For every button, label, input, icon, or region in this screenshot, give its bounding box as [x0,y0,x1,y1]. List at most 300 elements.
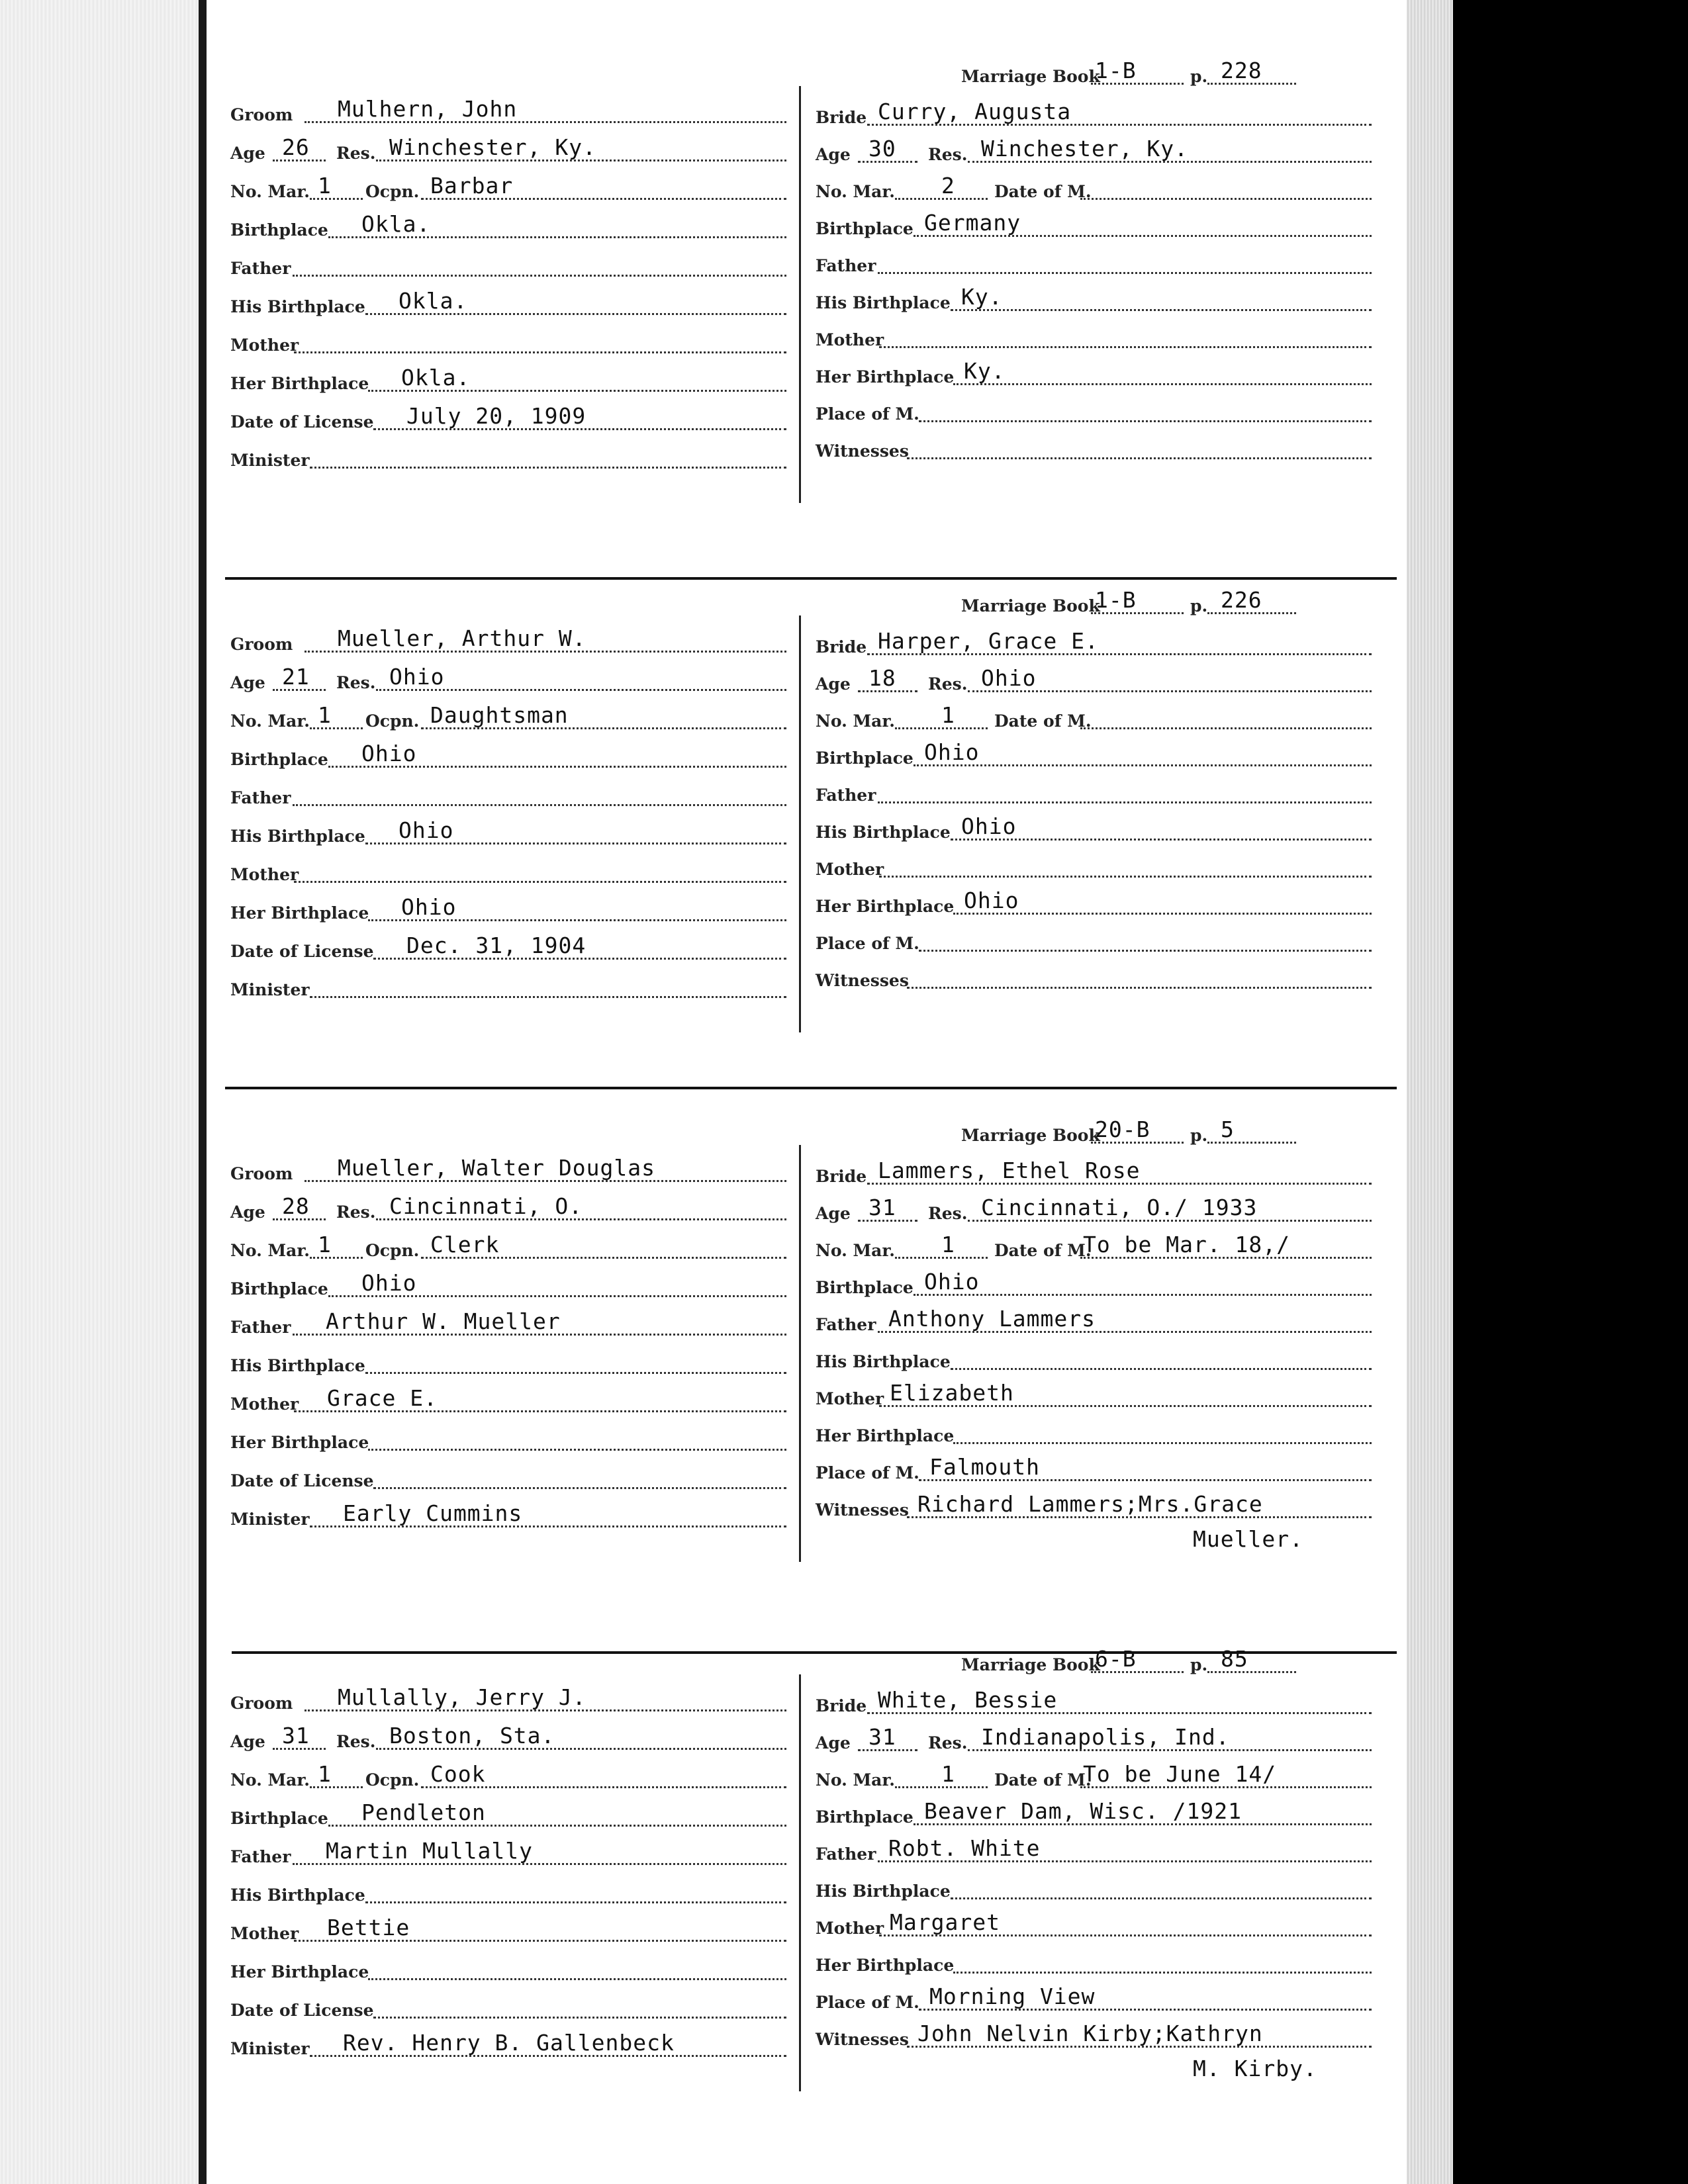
field-label-bride: Bride [816,1167,867,1186]
groom-father-value: Martin Mullally [326,1838,534,1864]
bride-row-birthplace [816,1794,1385,1831]
field-label-place-of-m: Place of M. [816,934,919,953]
dotted-line [1080,198,1372,200]
bride-father-value: Anthony Lammers [888,1306,1096,1332]
groom-no-mar-value: 1 [318,1761,332,1787]
field-label-her-birthplace: Her Birthplace [816,367,955,387]
field-label-mother: Mother [816,1919,884,1938]
field-label-birthplace: Birthplace [230,220,328,240]
groom-ocpn-value: Daughtsman [430,702,569,728]
groom-row-groom [230,91,813,128]
bride-row-age [816,660,1385,698]
field-label-his-birthplace: His Birthplace [816,1352,951,1371]
field-label-no-mar: No. Mar. [230,1241,310,1260]
field-label-no-mar: No. Mar. [816,182,895,201]
bride-no-mar-value: 1 [941,1232,955,1257]
bride-row-place-of-m [816,1449,1385,1486]
field-label-age: Age [816,145,851,164]
dotted-line [365,1901,786,1903]
field-label-mother: Mother [816,860,884,879]
bride-name-value: Lammers, Ethel Rose [878,1158,1141,1183]
groom-row-father [230,1833,813,1870]
bride-res-value: Cincinnati, O./ 1933 [981,1195,1258,1220]
field-label-age: Age [816,674,851,694]
bride-row-no-mar [816,698,1385,735]
dotted-line [294,881,786,883]
field-label-his-birthplace: His Birthplace [230,297,365,316]
bride-row-place-of-m [816,1979,1385,2016]
dotted-line [914,1294,1372,1296]
field-label-ocpn: Ocpn. [365,1770,420,1790]
field-label-minister: Minister [230,2039,310,2058]
field-label-father: Father [230,1847,291,1866]
field-label-mother: Mother [230,865,299,884]
bride-her-birthplace-value: Ohio [964,887,1019,913]
groom-no-mar-value: 1 [318,702,332,728]
groom-birthplace-value: Okla. [361,211,431,237]
bride-row-father [816,772,1385,809]
dotted-line [879,876,1372,878]
dotted-line [293,275,786,277]
groom-row-birthplace [230,1795,813,1832]
field-label-bride: Bride [816,108,867,127]
field-label-ocpn: Ocpn. [365,1241,420,1260]
field-label-father: Father [230,259,291,278]
dotted-line [878,801,1372,803]
bride-birthplace-value: Beaver Dam, Wisc. /1921 [924,1798,1242,1824]
groom-row-age [230,659,813,696]
marriage-book-row [961,582,1332,619]
page-label: p. [1190,596,1208,615]
bride-row-no-mar [816,168,1385,205]
field-label-birthplace: Birthplace [816,1807,914,1827]
dotted-line [368,1978,786,1980]
groom-row-minister [230,1496,813,1533]
field-label-witnesses: Witnesses [816,441,909,461]
page-label: p. [1190,1655,1208,1674]
marriage-book-label: Marriage Book [961,1655,1100,1674]
marriage-record-card [207,1112,1407,1635]
groom-row-mother [230,1381,813,1418]
groom-row-birthplace [230,206,813,244]
groom-row-minister [230,2025,813,2062]
field-label-date-of-license: Date of License [230,412,374,432]
dotted-line [953,383,1372,385]
groom-row-his-birthplace [230,283,813,320]
marriage-book-number: 6-B [1095,1646,1137,1672]
groom-row-age [230,1189,813,1226]
dotted-line [953,1442,1372,1444]
bride-father-value: Robt. White [888,1835,1041,1861]
groom-res-value: Cincinnati, O. [389,1193,583,1219]
field-label-her-birthplace: Her Birthplace [816,1956,955,1975]
dotted-line [951,1897,1372,1899]
bride-row-father [816,1831,1385,1868]
groom-row-father [230,774,813,811]
field-label-ocpn: Ocpn. [365,182,420,201]
marriage-book-row [961,53,1332,90]
groom-res-value: Boston, Sta. [389,1723,555,1749]
groom-row-age [230,1718,813,1755]
bride-row-age [816,1190,1385,1227]
bride-row-mother [816,1375,1385,1412]
bride-mother-value: Elizabeth [890,1380,1014,1406]
field-label-bride: Bride [816,1696,867,1715]
bride-row-her-birthplace [816,1942,1385,1979]
groom-row-date-of-license [230,928,813,965]
field-label-her-birthplace: Her Birthplace [230,1433,369,1452]
bride-date-of-m-value: To be June 14/ [1083,1761,1277,1787]
field-label-birthplace: Birthplace [230,1809,328,1828]
field-label-res: Res. [336,673,376,692]
bride-name-value: Curry, Augusta [878,99,1072,124]
field-label-mother: Mother [230,1394,299,1414]
groom-date-of-license-value: July 20, 1909 [406,403,586,429]
bride-no-mar-value: 1 [941,1761,955,1787]
groom-age-value: 21 [282,664,310,690]
groom-ocpn-value: Clerk [430,1232,500,1257]
field-label-groom: Groom [230,635,293,654]
bride-row-her-birthplace [816,1412,1385,1449]
bride-age-value: 30 [868,136,896,161]
groom-her-birthplace-value: Ohio [401,894,457,920]
bride-res-value: Indianapolis, Ind. [981,1724,1230,1750]
groom-mother-value: Bettie [327,1915,410,1940]
bride-row-her-birthplace [816,353,1385,390]
groom-ocpn-value: Cook [430,1761,486,1787]
bride-no-mar-value: 1 [941,702,955,728]
groom-row-father [230,245,813,282]
field-label-ocpn: Ocpn. [365,711,420,731]
field-label-no-mar: No. Mar. [816,1241,895,1260]
field-label-his-birthplace: His Birthplace [816,1882,951,1901]
groom-row-birthplace [230,1265,813,1302]
field-label-res: Res. [928,145,968,164]
field-label-date-of-m: Date of M. [994,182,1092,201]
dotted-line [310,996,786,998]
field-label-mother: Mother [230,1924,299,1943]
bride-row-no-mar [816,1756,1385,1794]
bride-age-value: 31 [868,1195,896,1220]
dotted-line [878,272,1372,274]
field-label-date-of-m: Date of M. [994,711,1092,731]
dotted-line [368,1449,786,1451]
field-label-minister: Minister [230,980,310,999]
field-label-father: Father [816,1315,876,1334]
bride-birthplace-value: Ohio [924,739,980,765]
scanner-right-edge [1453,0,1688,2184]
marriage-book-row [961,1112,1332,1149]
groom-name-value: Mueller, Walter Douglas [338,1155,655,1181]
field-label-birthplace: Birthplace [230,1279,328,1298]
dotted-line [1080,727,1372,729]
dotted-line [373,1487,786,1489]
bride-row-her-birthplace [816,883,1385,920]
field-label-father: Father [230,788,291,807]
bride-row-age [816,1719,1385,1756]
bride-row-his-birthplace [816,279,1385,316]
field-label-her-birthplace: Her Birthplace [230,374,369,393]
bride-row-bride [816,1682,1385,1719]
groom-row-birthplace [230,736,813,773]
dotted-line [951,1368,1372,1370]
bride-row-his-birthplace [816,809,1385,846]
marriage-book-page: 226 [1221,587,1262,613]
groom-row-minister [230,966,813,1003]
field-label-res: Res. [336,1732,376,1751]
field-label-bride: Bride [816,637,867,657]
groom-res-value: Ohio [389,664,445,690]
dotted-line [294,351,786,353]
bride-row-his-birthplace [816,1868,1385,1905]
marriage-book-row [961,1641,1332,1678]
field-label-mother: Mother [230,336,299,355]
groom-age-value: 28 [282,1193,310,1219]
bride-row-bride [816,623,1385,660]
bride-witnesses-continued: M. Kirby. [1193,2056,1317,2081]
field-label-his-birthplace: His Birthplace [816,293,951,312]
field-label-date-of-license: Date of License [230,942,374,961]
bride-row-witnesses [816,957,1385,994]
marriage-record-card [207,53,1407,576]
groom-name-value: Mulhern, John [338,96,518,122]
groom-row-his-birthplace [230,1872,813,1909]
groom-row-groom [230,1150,813,1187]
groom-birthplace-value: Pendleton [361,1799,486,1825]
dotted-line [293,804,786,806]
dotted-line [953,1972,1372,1974]
field-label-place-of-m: Place of M. [816,1463,919,1482]
field-label-witnesses: Witnesses [816,2030,909,2049]
bride-row-mother [816,846,1385,883]
field-label-birthplace: Birthplace [816,219,914,238]
groom-row-minister [230,437,813,474]
field-label-age: Age [230,144,265,163]
field-label-birthplace: Birthplace [230,750,328,769]
groom-row-mother [230,1910,813,1947]
bride-row-bride [816,94,1385,131]
field-label-minister: Minister [230,1510,310,1529]
bride-res-value: Ohio [981,665,1037,691]
field-label-mother: Mother [816,1389,884,1408]
bride-birthplace-value: Ohio [924,1269,980,1295]
dotted-line [365,1372,786,1374]
marriage-record-card [207,1641,1407,2164]
groom-row-her-birthplace [230,1419,813,1456]
groom-row-his-birthplace [230,1342,813,1379]
groom-age-value: 31 [282,1723,310,1749]
bride-row-birthplace [816,735,1385,772]
bride-row-witnesses [816,2016,1385,2053]
groom-row-date-of-license [230,398,813,435]
bride-place-of-m-value: Morning View [929,1983,1096,2009]
dotted-line [907,457,1372,459]
bride-row-place-of-m [816,390,1385,428]
groom-row-her-birthplace [230,360,813,397]
bride-place-of-m-value: Falmouth [929,1454,1040,1480]
field-label-date-of-license: Date of License [230,1471,374,1490]
groom-name-value: Mueller, Arthur W. [338,625,586,651]
groom-her-birthplace-value: Okla. [401,365,471,390]
dotted-line [907,987,1372,989]
bride-his-birthplace-value: Ky. [961,284,1003,310]
marriage-book-label: Marriage Book [961,596,1100,615]
field-label-age: Age [230,673,265,692]
bride-row-bride [816,1153,1385,1190]
field-label-his-birthplace: His Birthplace [230,1356,365,1375]
groom-no-mar-value: 1 [318,173,332,199]
dotted-line [919,950,1372,952]
groom-row-groom [230,621,813,658]
field-label-mother: Mother [816,330,884,349]
groom-minister-value: Rev. Henry B. Gallenbeck [343,2030,675,2056]
bride-row-father [816,1301,1385,1338]
field-label-father: Father [816,786,876,805]
dotted-line [951,309,1372,311]
groom-row-mother [230,851,813,888]
field-label-no-mar: No. Mar. [816,1770,895,1790]
groom-no-mar-value: 1 [318,1232,332,1257]
field-label-date-of-m: Date of M. [994,1770,1092,1790]
bride-row-mother [816,316,1385,353]
page-label: p. [1190,1126,1208,1145]
field-label-res: Res. [928,674,968,694]
scanner-right-margin [1407,0,1453,2184]
groom-birthplace-value: Ohio [361,741,417,766]
field-label-age: Age [816,1204,851,1223]
bride-res-value: Winchester, Ky. [981,136,1189,161]
groom-row-her-birthplace [230,1948,813,1985]
groom-row-groom [230,1680,813,1717]
bride-row-his-birthplace [816,1338,1385,1375]
field-label-her-birthplace: Her Birthplace [816,897,955,916]
dotted-line [373,2017,786,2019]
dotted-line [310,467,786,469]
bride-witnesses-value: Richard Lammers;Mrs.Grace [917,1491,1263,1517]
field-label-age: Age [816,1733,851,1752]
bride-row-father [816,242,1385,279]
groom-row-father [230,1304,813,1341]
groom-row-date-of-license [230,1457,813,1494]
bride-age-value: 18 [868,665,896,691]
groom-res-value: Winchester, Ky. [389,134,597,160]
field-label-res: Res. [928,1733,968,1752]
field-label-age: Age [230,1732,265,1751]
groom-his-birthplace-value: Okla. [399,288,468,314]
marriage-book-label: Marriage Book [961,1126,1100,1145]
field-label-witnesses: Witnesses [816,1500,909,1520]
bride-her-birthplace-value: Ky. [964,358,1006,384]
groom-mother-value: Grace E. [327,1385,438,1411]
bride-row-mother [816,1905,1385,1942]
dotted-line [919,420,1372,422]
scanner-left-edge [199,0,207,2184]
bride-row-no-mar [816,1227,1385,1264]
marriage-book-number: 1-B [1095,587,1137,613]
groom-row-no-mar [230,698,813,735]
field-label-her-birthplace: Her Birthplace [816,1426,955,1445]
field-label-age: Age [230,1203,265,1222]
field-label-father: Father [816,256,876,275]
groom-row-no-mar [230,168,813,205]
marriage-book-page: 228 [1221,58,1262,83]
page-label: p. [1190,67,1208,86]
field-label-minister: Minister [230,451,310,470]
marriage-book-number: 20-B [1095,1116,1150,1142]
groom-row-her-birthplace [230,889,813,927]
dotted-line [914,764,1372,766]
bride-no-mar-value: 2 [941,173,955,199]
groom-minister-value: Early Cummins [343,1500,523,1526]
field-label-groom: Groom [230,1694,293,1713]
groom-row-age [230,130,813,167]
groom-his-birthplace-value: Ohio [399,817,454,843]
field-label-her-birthplace: Her Birthplace [230,1962,369,1981]
field-label-place-of-m: Place of M. [816,404,919,424]
field-label-father: Father [816,1844,876,1864]
bride-witnesses-value: John Nelvin Kirby;Kathryn [917,2021,1263,2046]
field-label-date-of-m: Date of M. [994,1241,1092,1260]
field-label-witnesses: Witnesses [816,971,909,990]
field-label-birthplace: Birthplace [816,1278,914,1297]
bride-name-value: White, Bessie [878,1687,1058,1713]
marriage-book-page: 5 [1221,1116,1235,1142]
dotted-line [879,346,1372,348]
field-label-no-mar: No. Mar. [816,711,895,731]
field-label-groom: Groom [230,105,293,124]
bride-his-birthplace-value: Ohio [961,813,1017,839]
groom-ocpn-value: Barbar [430,173,514,199]
field-label-no-mar: No. Mar. [230,711,310,731]
groom-row-date-of-license [230,1987,813,2024]
field-label-his-birthplace: His Birthplace [816,823,951,842]
groom-age-value: 26 [282,134,310,160]
field-label-date-of-license: Date of License [230,2001,374,2020]
groom-row-no-mar [230,1756,813,1794]
field-label-groom: Groom [230,1164,293,1183]
bride-mother-value: Margaret [890,1909,1000,1935]
field-label-no-mar: No. Mar. [230,182,310,201]
groom-birthplace-value: Ohio [361,1270,417,1296]
bride-row-witnesses [816,428,1385,465]
marriage-record-card [207,582,1407,1105]
bride-date-of-m-value: To be Mar. 18,/ [1083,1232,1291,1257]
field-label-his-birthplace: His Birthplace [230,827,365,846]
scanner-left-margin [0,0,199,2184]
groom-father-value: Arthur W. Mueller [326,1308,561,1334]
field-label-his-birthplace: His Birthplace [230,1886,365,1905]
record-page [207,0,1407,2184]
field-label-res: Res. [336,144,376,163]
bride-name-value: Harper, Grace E. [878,628,1099,654]
bride-row-place-of-m [816,920,1385,957]
field-label-father: Father [230,1318,291,1337]
bride-witnesses-continued: Mueller. [1193,1526,1303,1552]
field-label-birthplace: Birthplace [816,749,914,768]
card-divider [225,577,1397,580]
bride-row-birthplace [816,1264,1385,1301]
groom-row-no-mar [230,1227,813,1264]
bride-row-age [816,131,1385,168]
groom-row-his-birthplace [230,813,813,850]
marriage-book-label: Marriage Book [961,67,1100,86]
marriage-book-number: 1-B [1095,58,1137,83]
bride-birthplace-value: Germany [924,210,1021,236]
marriage-book-page: 85 [1221,1646,1248,1672]
bride-row-birthplace [816,205,1385,242]
groom-name-value: Mullally, Jerry J. [338,1684,586,1710]
groom-row-mother [230,322,813,359]
